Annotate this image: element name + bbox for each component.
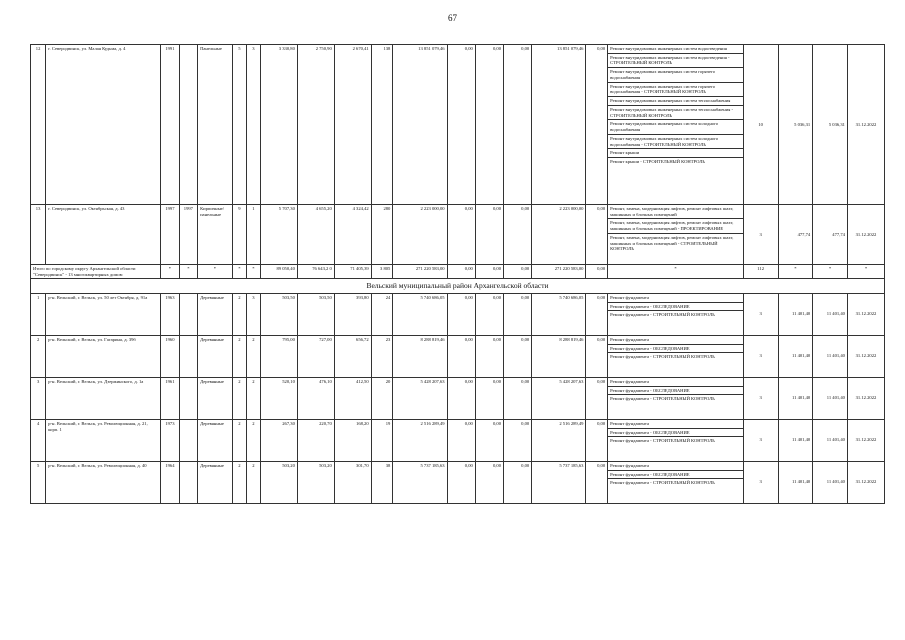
works-list — [608, 45, 744, 205]
year-built: 1964 — [161, 461, 179, 503]
total-star: * — [813, 265, 848, 279]
work-count: 3 — [743, 205, 778, 265]
wall-material: Деревянные — [198, 461, 233, 503]
deadline: 31.12.2022 — [847, 419, 884, 461]
work-item: Ремонт внутридомовых инженерных систем теплоснабжения - СТРОИТЕЛЬНЫЙ КОНТРОЛЬ — [608, 106, 743, 120]
total-area: 3 330,80 — [260, 45, 297, 205]
residential-area: 393,80 — [334, 293, 371, 335]
fund-federal: 0,00 — [447, 45, 475, 205]
unit-cost: 5 036,31 — [778, 45, 813, 205]
fund-owners: 5 740 686,05 — [532, 293, 586, 335]
fund-other: 0,00 — [586, 461, 608, 503]
address: р-н. Вельский, г. Вельск, ул. Революционная, д. 40 — [46, 461, 161, 503]
total-area: 503,20 — [260, 461, 297, 503]
total-fund-1: 0,00 — [447, 265, 475, 279]
total-people: 3 805 — [371, 265, 393, 279]
section-title: Вельский муниципальный район Архангельской области — [31, 279, 885, 293]
deadline: 31.12.2022 — [847, 377, 884, 419]
total-area: 503,50 — [260, 293, 297, 335]
floors: 2 — [232, 461, 246, 503]
total-fund-3: 0,00 — [504, 265, 532, 279]
residents: 19 — [371, 419, 393, 461]
year-built: 1997 — [161, 205, 179, 265]
fund-regional: 0,00 — [475, 45, 503, 205]
row-number: 3 — [31, 377, 46, 419]
total-cost: 5 428 207,63 — [393, 377, 447, 419]
entrances: 2 — [246, 377, 260, 419]
total-fund-4: 271 220 583,00 — [532, 265, 586, 279]
work-item: Ремонт фундамента — [608, 336, 743, 345]
fund-regional: 0,00 — [475, 205, 503, 265]
address: г. Северодвинск, ул. Малая Кудьма, д. 4 — [46, 45, 161, 205]
works-list — [608, 293, 744, 335]
unit-cost: 11 401,40 — [778, 377, 813, 419]
total-star: * — [847, 265, 884, 279]
total-star: * — [608, 265, 744, 279]
work-item: Ремонт внутридомовых инженерных систем теплоснабжения — [608, 97, 743, 106]
house-row — [31, 419, 885, 461]
unit-cost: 11 401,40 — [778, 335, 813, 377]
premises-area: 503,50 — [297, 293, 334, 335]
fund-regional: 0,00 — [475, 377, 503, 419]
fund-federal: 0,00 — [447, 419, 475, 461]
address: р-н. Вельский, г. Вельск, ул. 50 лет Октября, д. 91а — [46, 293, 161, 335]
total-cost: 271 220 583,00 — [393, 265, 447, 279]
total-star: * — [161, 265, 179, 279]
unit-cost: 11 401,40 — [778, 461, 813, 503]
total-row — [31, 265, 885, 279]
work-item: Ремонт фундамента - ОБСЛЕДОВАНИЕ — [608, 429, 743, 438]
row-number: 12 — [31, 45, 46, 205]
works-list — [608, 377, 744, 419]
capital-repair-table — [30, 44, 885, 504]
unit-cost: 11 401,40 — [778, 293, 813, 335]
wall-material: Деревянные — [198, 293, 233, 335]
year-built: 1960 — [161, 335, 179, 377]
work-count: 3 — [743, 419, 778, 461]
total-cost: 2 516 289,49 — [393, 419, 447, 461]
fund-owners: 5 428 207,63 — [532, 377, 586, 419]
works-list — [608, 419, 744, 461]
residents: 23 — [371, 335, 393, 377]
fund-other: 0,00 — [586, 293, 608, 335]
work-item: Ремонт фундамента — [608, 462, 743, 471]
work-item: Ремонт, замена, модернизация лифтов, ремонт лифтовых шахт, машинных и блочных помещений — [608, 205, 743, 219]
premises-area: 4 655,20 — [297, 205, 334, 265]
fund-owners: 8 288 819,46 — [532, 335, 586, 377]
total-star: * — [778, 265, 813, 279]
floors: 2 — [232, 335, 246, 377]
residential-area: 301,70 — [334, 461, 371, 503]
fund-federal: 0,00 — [447, 205, 475, 265]
work-item: Ремонт фундамента - ОБСЛЕДОВАНИЕ — [608, 345, 743, 354]
section-header-row — [31, 279, 885, 293]
fund-local: 0,00 — [504, 335, 532, 377]
entrances: 2 — [246, 335, 260, 377]
total-fund-2: 0,00 — [475, 265, 503, 279]
fund-regional: 0,00 — [475, 419, 503, 461]
year-built: 1963 — [161, 293, 179, 335]
fund-owners: 2 516 289,49 — [532, 419, 586, 461]
work-item: Ремонт крыши — [608, 149, 743, 158]
premises-area: 2 750,90 — [297, 45, 334, 205]
fund-owners: 2 223 000,00 — [532, 205, 586, 265]
year-commissioned — [179, 335, 197, 377]
deadline: 31.12.2022 — [847, 45, 884, 205]
residents: 24 — [371, 293, 393, 335]
work-item: Ремонт фундамента — [608, 378, 743, 387]
wall-material: Деревянные — [198, 377, 233, 419]
total-k: 112 — [743, 265, 778, 279]
total-cost: 5 737 185,63 — [393, 461, 447, 503]
work-item: Ремонт фундамента — [608, 294, 743, 303]
max-unit-cost: 477,74 — [813, 205, 848, 265]
fund-owners: 13 851 079,46 — [532, 45, 586, 205]
entrances: 2 — [246, 419, 260, 461]
total-area: 5 707,30 — [260, 205, 297, 265]
year-commissioned — [179, 461, 197, 503]
work-item: Ремонт внутридомовых инженерных систем холодного водоснабжения - СТРОИТЕЛЬНЫЙ КОНТРОЛЬ — [608, 135, 743, 149]
fund-other: 0,00 — [586, 335, 608, 377]
work-count: 10 — [743, 45, 778, 205]
residential-area: 4 324,42 — [334, 205, 371, 265]
work-count: 3 — [743, 377, 778, 419]
premises-area: 220,70 — [297, 419, 334, 461]
work-item: Ремонт внутридомовых инженерных систем горячего водоснабжения — [608, 68, 743, 82]
work-item: Ремонт фундамента - СТРОИТЕЛЬНЫЙ КОНТРОЛЬ — [610, 354, 715, 360]
wall-material: Деревянные — [198, 335, 233, 377]
residents: 138 — [371, 45, 393, 205]
address: г. Северодвинск, ул. Октябрьская, д. 43 — [46, 205, 161, 265]
work-count: 3 — [743, 335, 778, 377]
year-commissioned — [179, 293, 197, 335]
year-commissioned — [179, 419, 197, 461]
floors: 2 — [232, 377, 246, 419]
fund-federal: 0,00 — [447, 461, 475, 503]
fund-local: 0,00 — [504, 45, 532, 205]
deadline: 31.12.2022 — [847, 293, 884, 335]
wall-material: Кирпичные/ панельные — [198, 205, 233, 265]
house-row — [31, 293, 885, 335]
premises-area: 503,20 — [297, 461, 334, 503]
work-item: Ремонт фундамента - ОБСЛЕДОВАНИЕ — [608, 471, 743, 480]
row-number: 1 — [31, 293, 46, 335]
work-item: Ремонт крыши - СТРОИТЕЛЬНЫЙ КОНТРОЛЬ — [610, 159, 705, 165]
deadline: 31.12.2022 — [847, 205, 884, 265]
work-item: Ремонт фундамента - ОБСЛЕДОВАНИЕ — [608, 387, 743, 396]
house-row — [31, 377, 885, 419]
fund-other: 0,00 — [586, 45, 608, 205]
max-unit-cost: 11 401,40 — [813, 419, 848, 461]
fund-other: 0,00 — [586, 205, 608, 265]
year-built: 1961 — [161, 377, 179, 419]
entrances: 3 — [246, 45, 260, 205]
max-unit-cost: 11 401,40 — [813, 335, 848, 377]
total-star: * — [179, 265, 197, 279]
work-item: Ремонт внутридомовых инженерных систем горячего водоснабжения - СТРОИТЕЛЬНЫЙ КОНТРОЛЬ — [608, 83, 743, 97]
page-number: 67 — [448, 13, 457, 23]
wall-material: Панельные — [198, 45, 233, 205]
entrances: 1 — [246, 205, 260, 265]
fund-local: 0,00 — [504, 205, 532, 265]
floors: 2 — [232, 419, 246, 461]
work-count: 3 — [743, 461, 778, 503]
work-item: Ремонт фундамента - СТРОИТЕЛЬНЫЙ КОНТРОЛЬ — [610, 396, 715, 402]
total-cost: 5 740 686,05 — [393, 293, 447, 335]
fund-local: 0,00 — [504, 293, 532, 335]
fund-regional: 0,00 — [475, 335, 503, 377]
work-count: 3 — [743, 293, 778, 335]
fund-local: 0,00 — [504, 419, 532, 461]
fund-regional: 0,00 — [475, 293, 503, 335]
address: р-н. Вельский, г. Вельск, ул. Революционная, д. 21, корп. 1 — [46, 419, 161, 461]
total-area: 267,30 — [260, 419, 297, 461]
floors: 9 — [232, 205, 246, 265]
house-row — [31, 45, 885, 205]
fund-local: 0,00 — [504, 377, 532, 419]
total-label: Итого по городскому округу Архангельской области "Северодвинск" - 13 многоквартирных домов: — [31, 265, 161, 279]
work-item: Ремонт фундамента - СТРОИТЕЛЬНЫЙ КОНТРОЛЬ — [610, 480, 715, 486]
entrances: 3 — [246, 293, 260, 335]
work-item: Ремонт, замена, модернизация лифтов, ремонт лифтовых шахт, машинных и блочных помещений - СТРОИТЕЛЬНЫЙ КОНТРОЛЬ — [610, 234, 734, 252]
floors: 5 — [232, 45, 246, 205]
total-fund-5: 0,00 — [586, 265, 608, 279]
row-number: 4 — [31, 419, 46, 461]
work-item: Ремонт внутридомовых инженерных систем водоотведения — [608, 45, 743, 54]
deadline: 31.12.2022 — [847, 461, 884, 503]
fund-other: 0,00 — [586, 419, 608, 461]
total-area: 520,10 — [260, 377, 297, 419]
premises-area: 476,10 — [297, 377, 334, 419]
residents: 280 — [371, 205, 393, 265]
work-item: Ремонт внутридомовых инженерных систем холодного водоснабжения — [608, 120, 743, 134]
residents: 38 — [371, 461, 393, 503]
fund-regional: 0,00 — [475, 461, 503, 503]
residential-area: 412,50 — [334, 377, 371, 419]
max-unit-cost: 5 036,31 — [813, 45, 848, 205]
unit-cost: 11 401,40 — [778, 419, 813, 461]
work-item: Ремонт фундамента - ОБСЛЕДОВАНИЕ — [608, 303, 743, 312]
fund-owners: 5 737 185,63 — [532, 461, 586, 503]
deadline: 31.12.2022 — [847, 335, 884, 377]
total-area: 795,00 — [260, 335, 297, 377]
address: р-н. Вельский, г. Вельск, ул. Дзержинского, д. 1а — [46, 377, 161, 419]
fund-federal: 0,00 — [447, 377, 475, 419]
row-number: 13 — [31, 205, 46, 265]
unit-cost: 477,74 — [778, 205, 813, 265]
fund-federal: 0,00 — [447, 335, 475, 377]
total-area-3: 71 405,39 — [334, 265, 371, 279]
total-area-1: 89 050,40 — [260, 265, 297, 279]
house-row — [31, 461, 885, 503]
entrances: 2 — [246, 461, 260, 503]
year-commissioned — [179, 45, 197, 205]
work-item: Ремонт фундамента - СТРОИТЕЛЬНЫЙ КОНТРОЛЬ — [610, 438, 715, 444]
work-item: Ремонт фундамента - СТРОИТЕЛЬНЫЙ КОНТРОЛЬ — [610, 312, 715, 318]
total-area-2: 76 643,2 0 — [297, 265, 334, 279]
max-unit-cost: 11 401,40 — [813, 461, 848, 503]
residential-area: 168,20 — [334, 419, 371, 461]
works-list — [608, 205, 744, 265]
year-commissioned — [179, 377, 197, 419]
work-item: Ремонт фундамента — [608, 420, 743, 429]
wall-material: Деревянные — [198, 419, 233, 461]
address: р-н. Вельский, г. Вельск, ул. Гагарина, д. 39б — [46, 335, 161, 377]
total-star: * — [232, 265, 246, 279]
year-commissioned: 1997 — [179, 205, 197, 265]
works-list — [608, 335, 744, 377]
residential-area: 2 670,41 — [334, 45, 371, 205]
work-item: Ремонт внутридомовых инженерных систем водоотведения - СТРОИТЕЛЬНЫЙ КОНТРОЛЬ — [608, 54, 743, 68]
floors: 2 — [232, 293, 246, 335]
total-star: * — [246, 265, 260, 279]
max-unit-cost: 11 401,40 — [813, 377, 848, 419]
house-row — [31, 335, 885, 377]
fund-federal: 0,00 — [447, 293, 475, 335]
premises-area: 727,00 — [297, 335, 334, 377]
total-cost: 13 851 079,46 — [393, 45, 447, 205]
house-row — [31, 205, 885, 265]
total-cost: 8 288 819,46 — [393, 335, 447, 377]
residents: 20 — [371, 377, 393, 419]
year-built: 1973 — [161, 419, 179, 461]
work-item: Ремонт, замена, модернизация лифтов, ремонт лифтовых шахт, машинных и блочных помещений - ПРОЕКТИРОВАНИЕ — [608, 219, 743, 233]
year-built: 1991 — [161, 45, 179, 205]
row-number: 5 — [31, 461, 46, 503]
total-cost: 2 223 000,00 — [393, 205, 447, 265]
max-unit-cost: 11 401,40 — [813, 293, 848, 335]
total-star: * — [198, 265, 233, 279]
fund-local: 0,00 — [504, 461, 532, 503]
residential-area: 656,72 — [334, 335, 371, 377]
row-number: 2 — [31, 335, 46, 377]
fund-other: 0,00 — [586, 377, 608, 419]
works-list — [608, 461, 744, 503]
